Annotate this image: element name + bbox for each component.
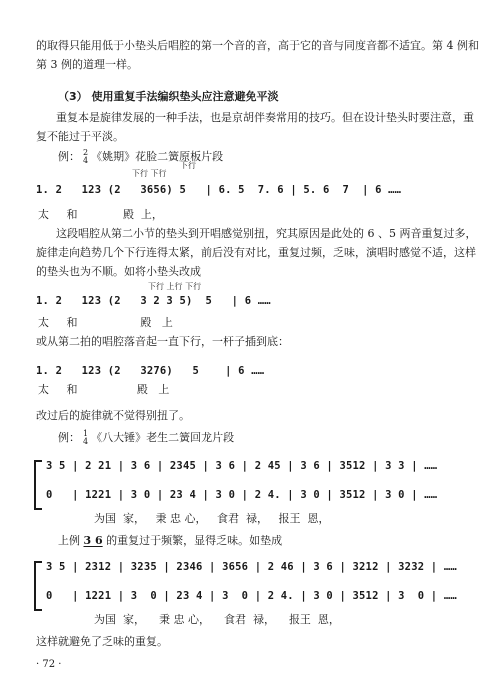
example4-time-signature: 1 4	[83, 429, 89, 446]
section-line2: 复不能过于平淡。	[36, 130, 124, 143]
example1-direction-marks: 下行 下行	[132, 169, 167, 178]
paragraph-top-line1: 的取得只能用低于小垫头后唱腔的第一个音的音，高于它的音与同度音都不适宜。第 4 例和	[36, 39, 479, 52]
paragraph-mid-line2: 旋律走向趋势几个下行连得太紧，前后没有对比，重复过频，乏味，演唱时感觉不适，这样	[36, 246, 476, 259]
paragraph-or: 或从第二拍的唱腔落音起一直下行，一杆子插到底：	[36, 335, 289, 348]
example3-lyrics: 太 和 殿 上	[38, 383, 170, 396]
example1-time-signature: 2 4	[83, 148, 89, 165]
page-number: · 72 ·	[36, 659, 62, 670]
example4-title: 《八大锤》老生二簧回龙片段	[91, 431, 235, 444]
example1-title-row	[58, 149, 223, 165]
paragraph-mid-line1: 这段唱腔从第二小节的垫头到开唱感觉别扭，究其原因是此处的 6 、5 两音重复过多，	[56, 227, 477, 240]
example2-notation: 1. 2 123 (2 3 2 3 5) 5 | 6 ……	[36, 295, 271, 307]
example2-lyrics: 太 和 殿 上	[38, 316, 173, 329]
example5-brace	[34, 561, 42, 611]
paragraph-top-line2: 第 3 例的道理一样。	[36, 58, 138, 71]
example5-row2: 0 | 1221 | 3 0 | 23 4 | 3 0 | 2 4. | 3 0 | 3512 | 3 0 | ……	[46, 590, 457, 602]
example4-row1: 3 5 | 2 21 | 3 6 | 2345 | 3 6 | 2 45 | 3 6 | 3512 | 3 3 | ……	[46, 460, 438, 472]
example3-notation: 1. 2 123 (2 3276) 5 | 6 ……	[36, 365, 265, 377]
section-heading: （3） 使用重复手法编织垫头应注意避免平淡	[58, 90, 279, 103]
example1-lyrics: 太 和 殿 上，	[38, 208, 163, 221]
section-line1: 重复本是旋律发展的一种手法，也是京胡伴奏常用的技巧。但在设计垫头时要注意，重	[56, 111, 474, 124]
example4-label: 例：	[58, 431, 80, 444]
example1-notation: 1. 2 123 (2 3656) 5 | 6. 5 7. 6 | 5. 6 7 | 6 ……	[36, 184, 402, 196]
paragraph-after: 改过后的旋律就不觉得别扭了。	[36, 409, 190, 422]
example4-brace	[34, 460, 42, 510]
example1-label: 例：	[58, 150, 80, 163]
example4-lyrics: 为国 家， 秉 忠 心， 食君 禄， 报王 恩，	[94, 512, 330, 525]
repeat-mark: 3 6	[83, 534, 103, 547]
example1-title: 《姚期》花脸二簧原板片段	[91, 150, 224, 163]
example4-row2: 0 | 1221 | 3 0 | 23 4 | 3 0 | 2 4. | 3 0 | 3512 | 3 0 | ……	[46, 489, 438, 501]
example4-title-row	[58, 430, 234, 446]
example5-lyrics: 为国 家， 秉 忠 心， 食君 禄， 报王 恩，	[94, 613, 340, 626]
paragraph-repeat: 上例 3 6 的重复过于频繁，显得乏味。如垫成	[58, 534, 283, 547]
paragraph-mid-line3: 的垫头也为不顺。如将小垫头改成	[36, 265, 201, 278]
example5-row1: 3 5 | 2312 | 3235 | 2346 | 3656 | 2 46 | 3 6 | 3212 | 3232 | ……	[46, 561, 457, 573]
example2-direction-marks: 下行 上行 下行	[148, 282, 202, 291]
paragraph-final: 这样就避免了乏味的重复。	[36, 635, 168, 648]
example1-direction-mark2: 下行	[180, 161, 196, 170]
